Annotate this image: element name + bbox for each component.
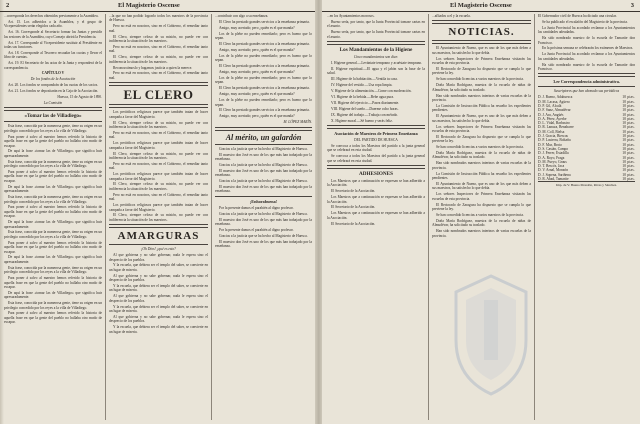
subscriber-amount: 10 ptas.	[622, 177, 635, 182]
news-item: El Ayuntamiento de Nueno, que es uno de los que más deben a sus maestros, ha satisfecho lo que debía.	[432, 114, 531, 123]
paragraph: Y la escuela, que debiera ser el templo del saber, se convierte en un lugar de miseria.	[109, 325, 208, 334]
paragraph: Art. 21. Los fondos se depositarán en la Caja de la Asociación.	[8, 89, 99, 94]
section-rule	[4, 107, 102, 111]
paragraph: Pero no está en nosotros, sino en el Gobierno, el remediar tanto mal.	[109, 130, 208, 140]
news-item: Se ha publicado el escalafón del Magisterio de la provincia.	[542, 19, 628, 24]
news-item: La Comisión de Instrucción Pública ha resuelto los expedientes pendientes.	[432, 171, 531, 181]
paragraph: El maestro don José es uno de los que más han trabajado por la enseñanza.	[215, 168, 312, 178]
dateline: Huesca, 15 de Agosto de 1890.	[57, 95, 102, 100]
subscriber-name: D. F. Mur, Broto	[538, 142, 562, 147]
paragraph: Reconozcámoslo y hagamos justicia a quien la merece.	[113, 65, 193, 70]
paragraph: El Secretario de la Asociación.	[331, 221, 376, 226]
paragraph: Para poner á salvo al maestro hemos referido la historia de aquella frase en que la gente del pueblo no hallaba otro modo de escapar.	[4, 170, 102, 183]
paragraph: Se convoca a todos los Maestros del partido a la junta general que se celebrará en esta ciudad.	[327, 143, 425, 153]
paragraph: Para poner á salvo al maestro hemos referido la historia de aquella frase en que la gente del pueblo no hallaba otro modo de escapar.	[4, 276, 102, 289]
column-divider	[105, 14, 106, 420]
paragraph: El Clero ha prestado grandes servicios a la enseñanza primaria.	[219, 86, 310, 91]
paragraph: Pero no está en nosotros, sino en el Gobierno, el remediar tanto mal.	[109, 192, 208, 202]
paragraph: El Clero, siempre celoso de su misión, no puede ver con indiferencia la situación de los maestros.	[109, 151, 208, 160]
paragraph: Amigo, muy acertado; pero ¿quién es el que manda?	[219, 92, 295, 97]
paragraph: Al que gobierna y no sabe gobernar, nada le espera sino el desprecio de los pueblos.	[109, 253, 208, 262]
news-item: Ha sido nombrado maestro de la escuela de Tamarite don Francisco.	[538, 62, 635, 72]
subscriber-name: D. J. Sopena, Sariñena	[538, 172, 571, 177]
paragraph: El maestro don José es uno de los que más han trabajado por la enseñanza.	[215, 152, 312, 161]
paragraph: Pero no está en nosotros, sino en el Gobierno, el remediar tanto mal.	[109, 161, 208, 171]
section-rule	[327, 41, 425, 45]
news-item: Los señores Inspectores de Primera Enseñanza visitarán las escuelas de esta provincia.	[432, 124, 531, 133]
headline-al-merito: Al mérito, un galardón	[225, 132, 302, 142]
commandment: II. Higiene espiritual.—El agua y el jabón son la base de la salud.	[327, 66, 425, 76]
paragraph: El maestro don José es uno de los que más han trabajado por la enseñanza.	[215, 217, 312, 226]
headline-adhesiones: ADHESIONES	[358, 170, 394, 177]
column-6	[538, 14, 635, 422]
news-item: Han sido nombrados maestros interinos de varias escuelas de la provincia.	[432, 93, 531, 102]
paragraph: De aquí la frase «tomar las de Villadiego» que significa huir apresuradamente.	[4, 184, 102, 194]
section-rule	[215, 196, 312, 197]
paragraph: De aquí la frase «tomar las de Villadiego» que significa huir apresuradamente.	[4, 255, 102, 264]
paragraph: Gracias a la justicia que se ha hecho al Magisterio de Huesca.	[219, 211, 308, 216]
subheading: Cinco mandamientos son diez:	[353, 55, 399, 60]
paragraph: Los de la plebe no pueden remediarlo; pero es bueno que lo sepan.	[215, 98, 312, 107]
paragraph: El maestro don José es uno de los que más han trabajado por la enseñanza.	[215, 184, 312, 194]
paragraph: De aquí la frase «tomar las de Villadiego» que significa huir apresuradamente.	[4, 149, 102, 158]
news-item: La Junta Provincial ha acordado reclamar a los Ayuntamientos las cantidades adeudadas.	[538, 52, 635, 61]
commandment: IV. Higiene del vestido.—Usa ropa limpia.	[331, 83, 393, 88]
news-item: La Junta Provincial ha acordado reclamar a los Ayuntamientos las cantidades adeudadas.	[538, 25, 635, 35]
subheading: DEL PARTIDO DE HUESCA	[354, 137, 398, 142]
column-3	[215, 14, 312, 422]
paragraph: Los de la plebe no pueden remediarlo; pero es bueno que lo sepan.	[215, 75, 312, 85]
paragraph: Para poner á salvo al maestro hemos referido la historia de aquella frase en que la gente del pueblo no hallaba otro modo de escapar.	[4, 205, 102, 219]
title-rule	[538, 86, 635, 87]
paragraph: Art. 19. El Secretario de las actas de la Junta y responderá de la correspondencia.	[4, 61, 102, 70]
column-4	[327, 14, 425, 422]
subscriber-name: D. A. Pérez, Ayerbe	[538, 116, 567, 121]
paragraph: Los de la plebe no pueden remediarlo; pero es bueno que lo sepan.	[215, 31, 312, 41]
paragraph: El Clero ha prestado grandes servicios a la enseñanza primaria.	[219, 19, 310, 24]
paragraph: Esta frase, conocida por la numerosa gente, tiene su origen en un privilegio concedido por los reyes a la villa de Villadiego.	[4, 301, 102, 310]
title-rule	[215, 144, 312, 145]
news-item: Ha sido nombrado maestro de la escuela de Tamarite don Francisco.	[538, 36, 635, 45]
subscriber-list	[538, 95, 635, 181]
paragraph: Para poner á salvo al maestro hemos referido la historia de aquella frase en que la gente del pueblo no hallaba otro modo de escapar.	[4, 311, 102, 325]
left-page-number: 2	[6, 2, 10, 9]
paragraph: Para poner á salvo al maestro hemos referido la historia de aquella frase en que la gente del pueblo no hallaba otro modo de escapar.	[4, 240, 102, 254]
paragraph: Pero no está en nosotros, sino en el Gobierno, el remediar tanto mal.	[109, 71, 208, 80]
column-1	[4, 14, 102, 422]
subscriber-amount: 10 ptas.	[622, 142, 635, 147]
headline-amarguras: AMARGURAS	[117, 230, 200, 243]
paragraph: El Clero ha prestado grandes servicios a la enseñanza primaria.	[219, 42, 310, 47]
section-rule	[215, 127, 312, 131]
imprint: Imp. de V. Bueno Mondón, Rivas y Sánchez.	[538, 181, 635, 187]
paragraph: Y la escuela, que debiera ser el templo del saber, se convierte en un lugar de miseria.	[109, 284, 208, 293]
section-rule	[327, 165, 425, 169]
paragraph: Art. 15. Los adheridos a la Asamblea, y el grupo de Vicepresidentes serán elegidos cada año.	[4, 19, 102, 29]
paragraph: ...la que no han podido lograrlo todos los maestros de la provincia de Huesca.	[109, 14, 208, 23]
subscriber-name: D. P. Gil, Alcalá	[538, 103, 562, 108]
paragraph: Y la escuela, que debiera ser el templo del saber, se convierte en un lugar de miseria.	[109, 304, 208, 314]
section-rule	[109, 224, 208, 228]
subscriber-amount: 10 ptas.	[622, 134, 635, 139]
section-rule	[327, 125, 425, 129]
paragraph: Esta frase, conocida por la numerosa gente, tiene su origen en un privilegio concedido por los reyes a la villa de Villadiego.	[4, 124, 102, 133]
paragraph: El Clero, siempre celoso de su misión, no puede ver con indiferencia la situación de los maestros.	[109, 55, 208, 64]
news-item: Doña María Rodríguez, maestra de la escuela de niñas de Almudévar, ha solicitado su traslado.	[432, 151, 531, 160]
news-item: El Ayuntamiento de Nueno, que es uno de los que más deben a sus maestros, ha satisfecho lo que debía.	[432, 46, 531, 55]
paragraph: Los periódicos religiosos parece que también tratan de hacer campaña a favor del Magisterio.	[109, 172, 208, 181]
subscriber-name: D. M. Pueyo, Graus	[538, 159, 567, 164]
paragraph: ...contribuir con algo a su enseñanza.	[215, 14, 269, 18]
section-rule	[432, 40, 531, 44]
subscriber-amount: 10 ptas.	[622, 159, 635, 164]
news-item: El Rectorado de Zaragoza ha dispuesto que se cumpla lo que previene la ley.	[432, 134, 531, 144]
paragraph: El Secretario de la Asociación.	[331, 189, 376, 194]
subscriber-name: D. R. Lanuza, Benabarre	[538, 125, 574, 130]
subscriber-amount: 10 ptas.	[622, 138, 635, 143]
paragraph: Art. 17. Corresponde al Vicepresidente sustituir al Presidente en todas sus funciones.	[4, 40, 102, 49]
left-page	[0, 0, 316, 424]
section-rule	[109, 104, 208, 108]
title-rule	[109, 244, 208, 245]
article-title-villadiego: «Tomar las de Villadiego»	[24, 113, 82, 120]
column-divider	[211, 14, 212, 420]
subscriber-amount: 10 ptas.	[622, 116, 635, 121]
left-masthead-title: El Magisterio Oscense	[118, 2, 180, 9]
paragraph: Amigo, muy acertado; pero ¿quién es el que manda?	[219, 114, 295, 119]
news-item: Han sido nombrados maestros interinos de varias escuelas de la provincia.	[432, 229, 531, 238]
subscriber-amount: 10 ptas.	[622, 129, 635, 134]
quote: ¡Oh Dios! ¿qué es esto?	[141, 247, 176, 252]
headline-mandamientos-higiene: Los Mandamientos de la Higiene	[339, 47, 413, 54]
paragraph: Los de la plebe no pueden remediarlo; pero es bueno que lo sepan.	[215, 53, 312, 63]
paragraph: Art. 20. Los fondos se compondrán de las cuotas de los socios.	[8, 83, 99, 88]
subscriber-name: D. L. Vidal, Barbastro	[538, 121, 570, 126]
paragraph: Gracias a la justicia que se ha hecho al Magisterio de Huesca.	[219, 162, 308, 167]
subscriber-amount: 10 ptas.	[622, 168, 635, 173]
paragraph: El Secretario de la Asociación.	[331, 205, 376, 210]
list-title: Suscriptores que han abonado sus periódicos	[553, 89, 620, 94]
news-item: El Gobernador civil de Huesca ha dictado una circular.	[538, 14, 617, 18]
paragraph: Los Maestros que a continuación se expresan se han adherido a la Asociación.	[327, 211, 425, 220]
headline-asociacion: Asociación de Maestros de Primera Enseñanza	[334, 130, 418, 136]
paragraph: Los periódicos religiosos parece que también tratan de hacer campaña a favor del Magisterio.	[109, 110, 208, 119]
paragraph: De aquí la frase «tomar las de Villadiego» que significa huir apresuradamente.	[4, 290, 102, 300]
subscriber-name: D. M. Lacasa, Agüero	[538, 99, 570, 104]
subscriber-amount: 10 ptas.	[622, 172, 635, 177]
news-item: La Comisión de Instrucción Pública ha resuelto los expedientes pendientes.	[432, 103, 531, 113]
subscriber-amount: 10 ptas.	[622, 95, 635, 100]
paragraph: Gracias a la justicia que se ha hecho al Magisterio de Huesca.	[219, 233, 308, 238]
column-divider	[534, 14, 535, 420]
paragraph: Pero no está en nosotros, sino en el Gobierno, el remediar tanto mal.	[109, 44, 208, 54]
paragraph: El Clero, siempre celoso de su misión, no puede ver con indiferencia la situación de los maestros.	[109, 34, 208, 44]
news-item: Se han concedido licencias a varios maestros de la provincia.	[436, 145, 524, 150]
news-item: El Rectorado de Zaragoza ha dispuesto que se cumpla lo que previene la ley.	[432, 202, 531, 211]
paragraph: Bueno sería, por tanto, que la Junta Provincial tomase cartas en el asunto.	[327, 30, 425, 39]
news-item: Han sido nombrados maestros interinos de varias escuelas de la provincia.	[432, 161, 531, 170]
subscriber-name: D. M. Coll, Bielsa	[538, 129, 565, 134]
subscriber-name: D. J. Ara, Angüés	[538, 112, 564, 117]
paragraph: Esta frase, conocida por la numerosa gente, tiene su origen en un privilegio concedido por los reyes a la villa de Villadiego.	[4, 195, 102, 204]
news-item: En la próxima semana se celebrarán los exámenes de Maestros.	[542, 46, 634, 51]
right-masthead-title: El Magisterio Oscense	[450, 2, 512, 9]
subscriber-name: D. P. Lasierra, Boltaña	[538, 138, 571, 143]
subscriber-amount: 10 ptas.	[622, 121, 635, 126]
paragraph: Esta frase, conocida por la numerosa gente, tiene su origen en un privilegio concedido por los reyes a la villa de Villadiego.	[4, 230, 102, 239]
paragraph: El Clero, siempre celoso de su misión, no puede ver con indiferencia la situación de los maestros.	[109, 182, 208, 191]
commandment: IX. Higiene del trabajo.—Trabaja con método.	[331, 112, 399, 117]
subscriber-amount: 10 ptas.	[622, 146, 635, 151]
news-item: Los señores Inspectores de Primera Enseñanza visitarán las escuelas de esta provincia.	[432, 56, 531, 66]
news-item: Doña María Rodríguez, maestra de la escuela de niñas de Almudévar, ha solicitado su traslado.	[432, 83, 531, 92]
subscriber-amount: 10 ptas.	[622, 108, 635, 113]
title-rule	[4, 121, 102, 122]
subscriber-amount: 10 ptas.	[622, 155, 635, 160]
subscriber-name: D. J. Gracia, Biescas	[538, 134, 568, 139]
paragraph: Por la presente damos el parabién al digno profesor.	[219, 205, 294, 210]
news-item: Doña María Rodríguez, maestra de la escuela de niñas de Almudévar, ha solicitado su traslado.	[432, 218, 531, 228]
paragraph: Art. 16. Corresponde al Secretario formar las Juntas y presidir las sesiones de la Asamblea, cuyo Consejo abrirá la Presidencia.	[4, 30, 102, 39]
headline-correspondencia: 3.er Correspondencia administrativa.	[553, 79, 620, 85]
paragraph: Amigo, muy acertado; pero ¿quién es el que manda?	[219, 70, 295, 75]
news-item: El Ayuntamiento de Nueno, que es uno de los que más deben a sus maestros, ha satisfecho lo que debía.	[432, 181, 531, 191]
paragraph: ...en los Ayuntamientos morosos.	[327, 14, 375, 18]
column-5	[432, 14, 531, 422]
headline-enhorabuena: ¡Enhorabuena!	[249, 198, 278, 204]
subscriber-amount: 10 ptas.	[622, 151, 635, 156]
news-item: Los señores Inspectores de Primera Enseñanza visitarán las escuelas de esta provincia.	[432, 192, 531, 201]
subscriber-amount: 10 ptas.	[622, 125, 635, 130]
commandment: VII. Higiene del ejercicio.—Pasea diariamente.	[331, 100, 400, 105]
paragraph: Gracias a la justicia que se ha hecho al Magisterio de Huesca.	[219, 179, 308, 184]
subscriber-amount: 10 ptas.	[622, 103, 635, 108]
paragraph: Gracias a la justicia que se ha hecho al Magisterio de Huesca.	[219, 146, 308, 151]
chapter-heading: CAPÍTULO V	[41, 71, 65, 76]
news-item: Se han concedido licencias a varios maestros de la provincia.	[436, 77, 524, 82]
paragraph: Al que gobierna y no sabe gobernar, nada le espera sino el desprecio de los pueblos.	[109, 273, 208, 283]
section-rule	[432, 20, 531, 24]
paragraph: El Clero ha prestado grandes servicios a la enseñanza primaria.	[219, 108, 310, 113]
section-rule	[538, 73, 635, 77]
news-item: Se han concedido licencias a varios maestros de la provincia.	[436, 212, 524, 217]
subscriber-amount: 10 ptas.	[622, 164, 635, 169]
paragraph: Bueno sería, por tanto, que la Junta Provincial tomase cartas en el asunto.	[327, 19, 425, 29]
column-2	[109, 14, 208, 422]
paragraph: Amigo, muy acertado; pero ¿quién es el que manda?	[219, 25, 295, 30]
paragraph: Los Maestros que a continuación se expresan se han adherido a la Asociación.	[327, 178, 425, 188]
paragraph: De aquí la frase «tomar las de Villadiego» que significa huir apresuradamente.	[4, 220, 102, 229]
commandment: V. Higiene de la alimentación.—Come con moderación.	[331, 88, 412, 93]
subscriber-amount: 10 ptas.	[622, 112, 635, 117]
paragraph: Para poner á salvo al maestro hemos referido la historia de aquella frase en que la gente del pueblo no hallaba otro modo de escapar.	[4, 134, 102, 148]
paragraph: Los periódicos religiosos parece que también tratan de hacer campaña a favor del Magisterio.	[109, 141, 208, 150]
paragraph: Art. 18. Corresponde al Tesorero recaudar las cuotas y llevar el libro de cuentas.	[4, 50, 102, 60]
right-page-number: 3	[630, 2, 634, 9]
paragraph: El Clero ha prestado grandes servicios a la enseñanza primaria.	[219, 64, 310, 69]
signature: M. LÓPEZ MARÍN.	[283, 120, 312, 125]
paragraph: Al que gobierna y no sabe gobernar, nada le espera sino el desprecio de los pueblos.	[109, 315, 208, 324]
subscriber-name: D. F. Sanz, Almudévar	[538, 108, 571, 113]
commandment: X. Higiene moral.—Sé bueno y serás feliz.	[331, 118, 393, 123]
chapter-subheading: De los fondos de la Asociación	[30, 77, 76, 82]
headline-el-clero: EL CLERO	[123, 87, 194, 103]
subscriber-name: D. R. Abad, Tamarite	[538, 177, 569, 182]
paragraph: ...afliados a el y la escuela.	[432, 14, 471, 18]
subscriber-amount: 10 ptas.	[622, 99, 635, 104]
right-masthead	[322, 2, 640, 12]
paragraph: Amigo, muy acertado; pero ¿quién es el que manda?	[219, 47, 295, 52]
paragraph: Esta frase, conocida por la numerosa gente, tiene su origen en un privilegio concedido por los reyes a la villa de Villadiego.	[4, 159, 102, 169]
paragraph: El Clero, siempre celoso de su misión, no puede ver con indiferencia la situación de los maestros.	[109, 120, 208, 129]
paragraph: Por la presente damos el parabién al digno profesor.	[219, 227, 294, 232]
headline-noticias: NOTICIAS.	[448, 26, 515, 39]
subscriber-name: D. T. Bescós, Jaca	[538, 164, 565, 169]
subscriber-name: D. A. Royo, Fraga	[538, 155, 565, 160]
commandment: III. Higiene de la habitación.—Ventila tu casa.	[331, 77, 398, 82]
paragraph: Los Maestros que a continuación se expresan se han adherido a la Asociación.	[327, 195, 425, 204]
subscriber-name: D. V. Arnal, Monzón	[538, 168, 569, 173]
column-divider	[428, 14, 429, 420]
right-page	[322, 0, 640, 424]
subscriber-name: D. S. Castán, Campo	[538, 146, 569, 151]
paragraph: Y la escuela, que debiera ser el templo del saber, se convierte en un lugar de miseria.	[109, 263, 208, 272]
news-item: El Rectorado de Zaragoza ha dispuesto que se cumpla lo que previene la ley.	[432, 67, 531, 76]
paragraph: Esta frase, conocida por la numerosa gente, tiene su origen en un privilegio concedido por los reyes a la villa de Villadiego.	[4, 265, 102, 275]
paragraph: ...corresponda los derechos obtenidos previamente a la Asamblea.	[4, 14, 99, 18]
paragraph: Al que gobierna y no sabe gobernar, nada le espera sino el desprecio de los pueblos.	[109, 294, 208, 303]
commandment: VI. Higiene de la bebida.—Bebe agua pura.	[331, 94, 394, 99]
commandment: VIII. Higiene del sueño.—Duerme ocho horas.	[331, 106, 399, 111]
signature: La Comisión	[43, 101, 63, 105]
subscriber-name: D. J. Bueno, Adahuesca	[538, 95, 573, 100]
paragraph: Los periódicos religiosos parece que también tratan de hacer campaña a favor del Magisterio.	[109, 203, 208, 212]
subscriber-name: D. J. Ferrer, Estadilla	[538, 151, 569, 156]
section-rule	[109, 82, 208, 86]
paragraph: Pero no está en nosotros, sino en el Gobierno, el remediar tanto mal.	[109, 24, 208, 33]
paragraph: El maestro don José es uno de los que más han trabajado por la enseñanza.	[215, 239, 312, 249]
paragraph: El Clero, siempre celoso de su misión, no puede ver con indiferencia la situación de los maestros.	[109, 213, 208, 222]
paragraph: Se convoca a todos los Maestros del partido a la junta general que se celebrará en esta ciudad.	[327, 154, 425, 163]
commandment: I. Higiene general.—Levántate temprano y acuéstate temprano.	[331, 60, 423, 65]
left-masthead	[0, 2, 316, 12]
